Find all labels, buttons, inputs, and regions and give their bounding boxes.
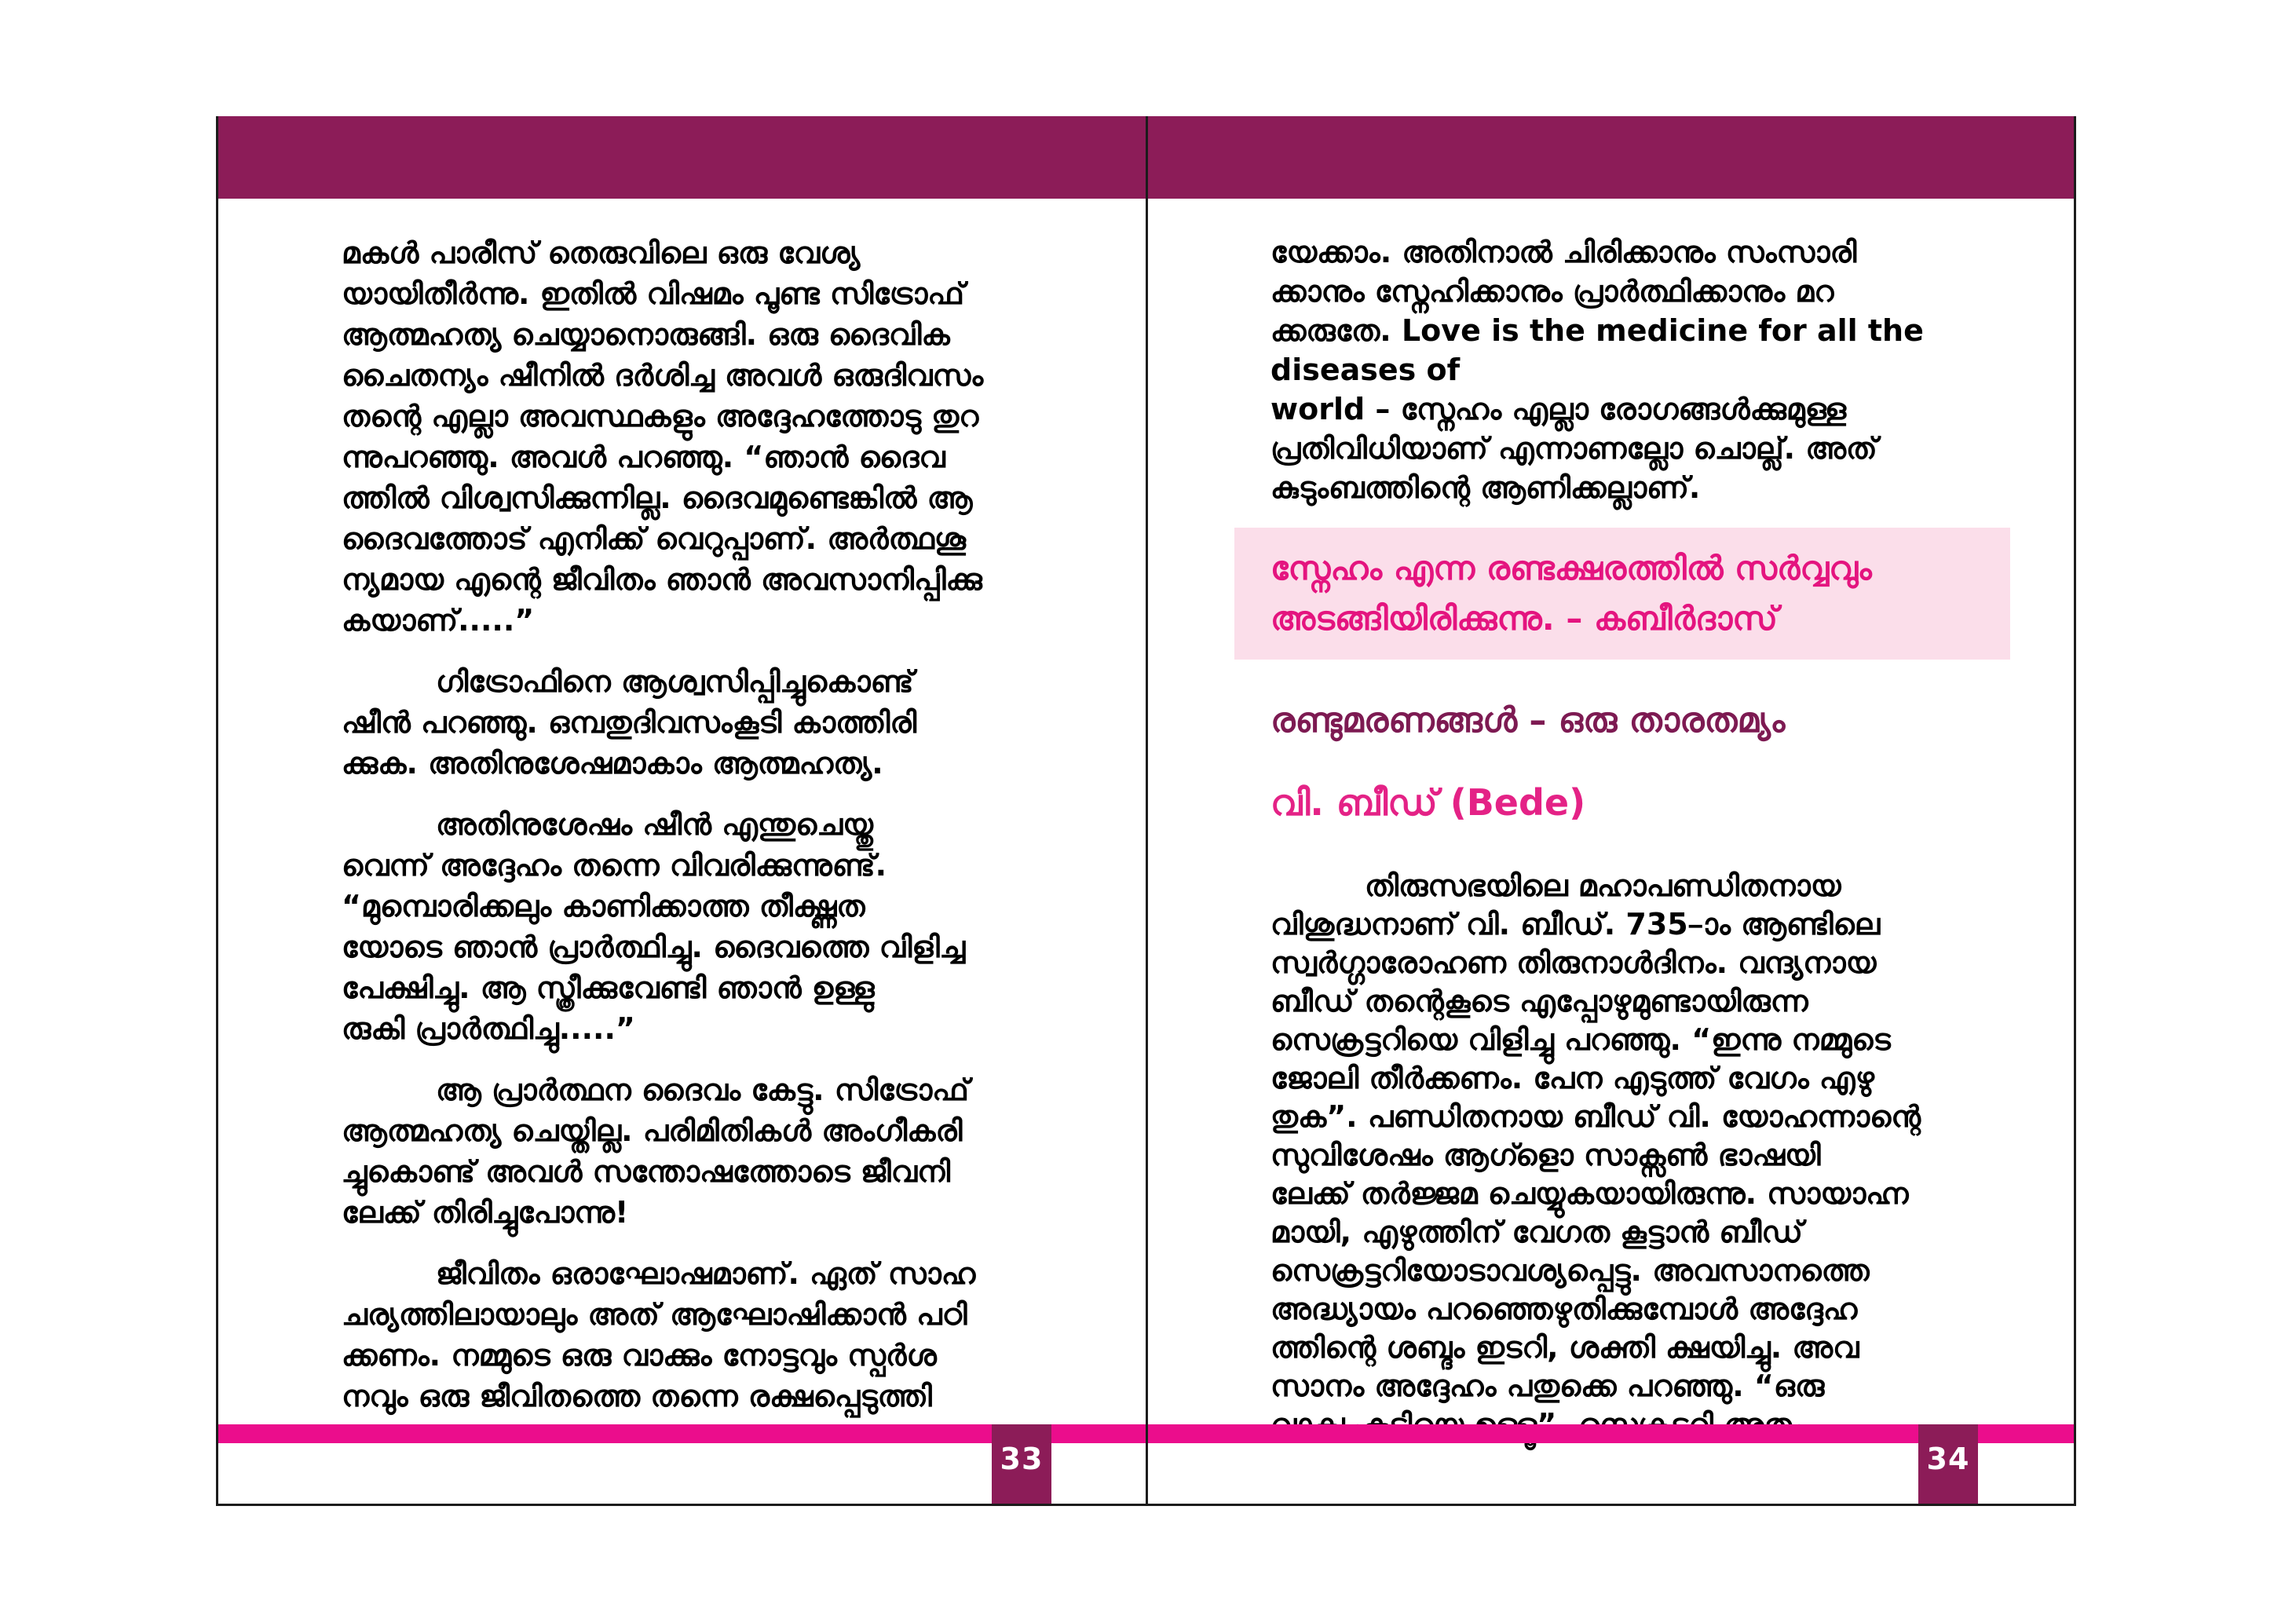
sub-heading: വി. ബീഡ് (Bede) [1270,781,1586,824]
page-number: 33 [1000,1442,1044,1476]
paragraph: ഗിട്രോഫിനെ ആശ്വസിപ്പിച്ചുകൊണ്ട് ഷീൻ പറഞ്ഞു. ഒമ്പതുദിവസംകൂടി കാത്തിരി ക്കുക. അതിനുശേഷമാകാം ആത്മഹത്യ. [342,664,917,780]
page-left [342,232,1061,1416]
page-number-badge-left [992,1424,1051,1504]
spread-right-border [2074,116,2076,1506]
paragraph: മകൾ പാരീസ് തെരുവിലെ ഒരു വേശ്യ യായിതീർന്നു. ഇതിൽ വിഷമം പൂണ്ട സിട്രോഫ് ആത്മഹത്യ ചെയ്യാനൊരുങ്ങി. ഒരു ദൈവിക ചൈതന്യം ഷീനിൽ ദർശിച്ച അവൾ ഒരുദിവസം തന്റെ എല്ലാ അവസ്ഥകളും അദ്ദേഹത്തോടു തുറ ന്നുപറഞ്ഞു. അവൾ പറഞ്ഞു. “ഞാൻ ദൈവ ത്തിൽ വിശ്വസിക്കുന്നില്ല. ദൈവമുണ്ടെങ്കിൽ ആ ദൈവത്തോട് എനിക്ക് വെറുപ്പാണ്. അർത്ഥശൂ ന്യമായ എന്റെ ജീവിതം ഞാൻ അവസാനിപ്പിക്കു കയാണ്.....” [342,236,984,638]
page-right [1270,232,1977,1444]
paragraph: യേക്കാം. അതിനാൽ ചിരിക്കാനും സംസാരി ക്കാനും സ്നേഹിക്കാനും പ്രാർത്ഥിക്കാനും മറ ക്കരുതേ. Love is the medicine for all the diseases of world – സ്നേഹം എല്ലാ രോഗങ്ങൾക്കുമുള്ള പ്രതിവിധിയാണ് എന്നാണല്ലോ ചൊല്ല്. അത് കുടുംബത്തിന്റെ ആണിക്കല്ലാണ്. [1270,235,1924,505]
page-number-badge-right [1918,1424,1978,1504]
page-number: 34 [1926,1442,1970,1476]
paragraph: ജീവിതം ഒരാഘോഷമാണ്. ഏത് സാഹ ചര്യത്തിലായാലും അത് ആഘോഷിക്കാൻ പഠി ക്കണം. നമ്മുടെ ഒരു വാക്കും നോട്ടവും സ്പർശ നവും ഒരു ജീവിതത്തെ തന്നെ രക്ഷപ്പെടുത്തി [342,1256,976,1413]
paragraph: ആ പ്രാർത്ഥന ദൈവം കേട്ടു. സിട്രോഫ് ആത്മഹത്യ ചെയ്തില്ല. പരിമിതികൾ അംഗീകരി ച്ചുകൊണ്ട് അവൾ സന്തോഷത്തോടെ ജീവനി ലേക്ക് തിരിച്ചുപോന്നു! [342,1073,970,1230]
paragraph: തിരുസഭയിലെ മഹാപണ്ഡിതനായ വിശുദ്ധനാണ് വി. ബീഡ്. 735–ാം ആണ്ടിലെ സ്വർഗ്ഗാരോഹണ തിരുനാൾദിനം. വന്ദ്യനായ ബീഡ് തന്റെകൂടെ എപ്പോഴുമുണ്ടായിരുന്ന സെക്രട്ടറിയെ വിളിച്ചു പറഞ്ഞു. “ഇന്നു നമ്മുടെ ജോലി തീർക്കണം. പേന എടുത്ത് വേഗം എഴു തുക”. പണ്ഡിതനായ ബീഡ് വി. യോഹന്നാന്റെ സുവിശേഷം ആഗ്ളൊ സാക്സൺ ഭാഷയി ലേക്ക് തർജ്ജമ ചെയ്യുകയായിരുന്നു. സായാഹ്ന മായി, എഴുത്തിന് വേഗത കൂട്ടാൻ ബീഡ് സെക്രട്ടറിയോടാവശ്യപ്പെട്ടു. അവസാനത്തെ അദ്ധ്യായം പറഞ്ഞെഴുതിക്കുമ്പോൾ അദ്ദേഹ ത്തിന്റെ ശബ്ദം ഇടറി, ശക്തി ക്ഷയിച്ചു. അവ സാനം അദ്ദേഹം പതുക്കെ പറഞ്ഞു. “ഒരു [1270,868,1921,1403]
quote-box: സ്നേഹം എന്ന രണ്ടക്ഷരത്തിൽ സർവ്വവും അടങ്ങിയിരിക്കുന്നു. – കബീർദാസ് [1234,528,2010,660]
spread-left-border [216,116,218,1506]
spread-bottom-border [216,1504,2076,1506]
page-divider [1146,116,1148,1506]
paragraph: അതിനുശേഷം ഷീൻ എന്തുചെയ്തു വെന്ന് അദ്ദേഹം തന്നെ വിവരിക്കുന്നുണ്ട്. “മുമ്പൊരിക്കലും കാണിക്കാത്ത തീക്ഷ്ണത യോടെ ഞാൻ പ്രാർത്ഥിച്ചു. ദൈവത്തെ വിളിച്ച പേക്ഷിച്ചു. ആ സ്ത്രീക്കുവേണ്ടി ഞാൻ ഉള്ളു രുകി പ്രാർത്ഥിച്ചു.....” [342,807,966,1046]
section-heading: രണ്ടുമരണങ്ങൾ – ഒരു താരതമ്യം [1270,700,1786,740]
